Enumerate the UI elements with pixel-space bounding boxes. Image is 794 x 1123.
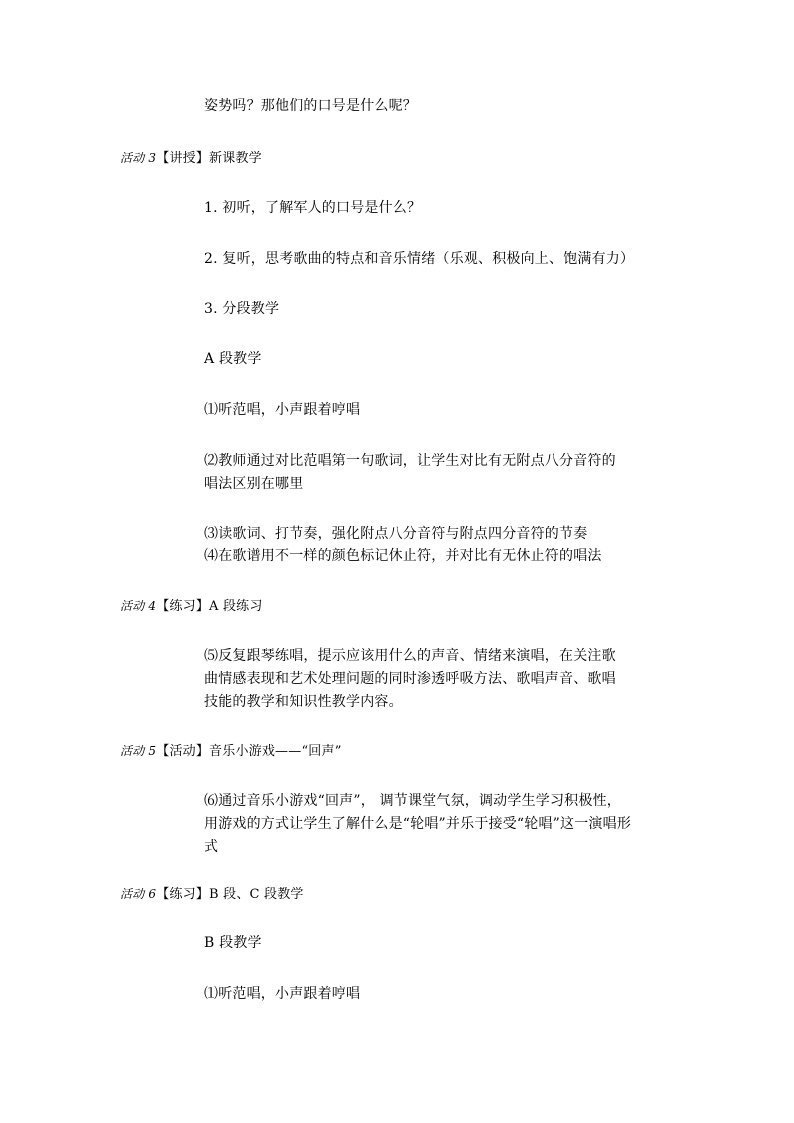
activity-heading <box>120 147 262 170</box>
activity-heading <box>120 595 263 618</box>
text-line: 曲情感表现和艺术处理问题的同时渗透呼吸方法、歌唱声音、歌唱 <box>204 671 616 687</box>
activity-label: 活动 4 <box>120 599 157 613</box>
text-line: ⑶读歌词、打节奏，强化附点八分音符与附点四分音符的节奏 <box>204 526 588 542</box>
activity-heading <box>120 883 304 906</box>
text-line: 式 <box>204 839 219 855</box>
text-line: ⑵教师通过对比范唱第一句歌词，让学生对比有无附点八分音符的 <box>204 453 616 469</box>
activity-label: 活动 5 <box>120 744 157 758</box>
activity-label: 活动 3 <box>120 151 157 165</box>
text-line: B 段教学 <box>204 935 262 951</box>
text-line: ⑷在歌谱用不一样的颜色标记休止符，并对比有无休止符的唱法 <box>204 548 602 564</box>
activity-title: 【练习】B 段、C 段教学 <box>156 887 304 902</box>
activity-title: 【练习】A 段练习 <box>156 599 263 614</box>
activity-title: 【讲授】新课教学 <box>156 151 262 166</box>
text-line: 3. 分段教学 <box>204 301 280 317</box>
activity-title: 【活动】音乐小游戏——“回声” <box>156 744 342 759</box>
text-line: 姿势吗？那他们的口号是什么呢？ <box>204 98 417 114</box>
activity-heading <box>120 740 342 763</box>
text-line: 唱法区别在哪里 <box>204 476 304 492</box>
text-line: 2. 复听，思考歌曲的特点和音乐情绪（乐观、积极向上、饱满有力） <box>204 251 635 267</box>
text-line: ⑹通过音乐小游戏“回声”， 调节课堂气氛，调动学生学习积极性， <box>204 793 621 809</box>
activity-label: 活动 6 <box>120 887 157 901</box>
text-line: ⑴听范唱，小声跟着哼唱 <box>204 402 361 418</box>
text-line: 1. 初听，了解军人的口号是什么？ <box>204 200 422 216</box>
text-line: ⑸反复跟琴练唱，提示应该用什么的声音、情绪来演唱，在关注歌 <box>204 648 616 664</box>
text-line: A 段教学 <box>204 351 262 367</box>
text-line: 技能的教学和知识性教学内容。 <box>204 694 403 710</box>
text-line: ⑴听范唱，小声跟着哼唱 <box>204 986 361 1002</box>
text-line: 用游戏的方式让学生了解什么是“轮唱”并乐于接受“轮唱”这一演唱形 <box>204 816 632 832</box>
